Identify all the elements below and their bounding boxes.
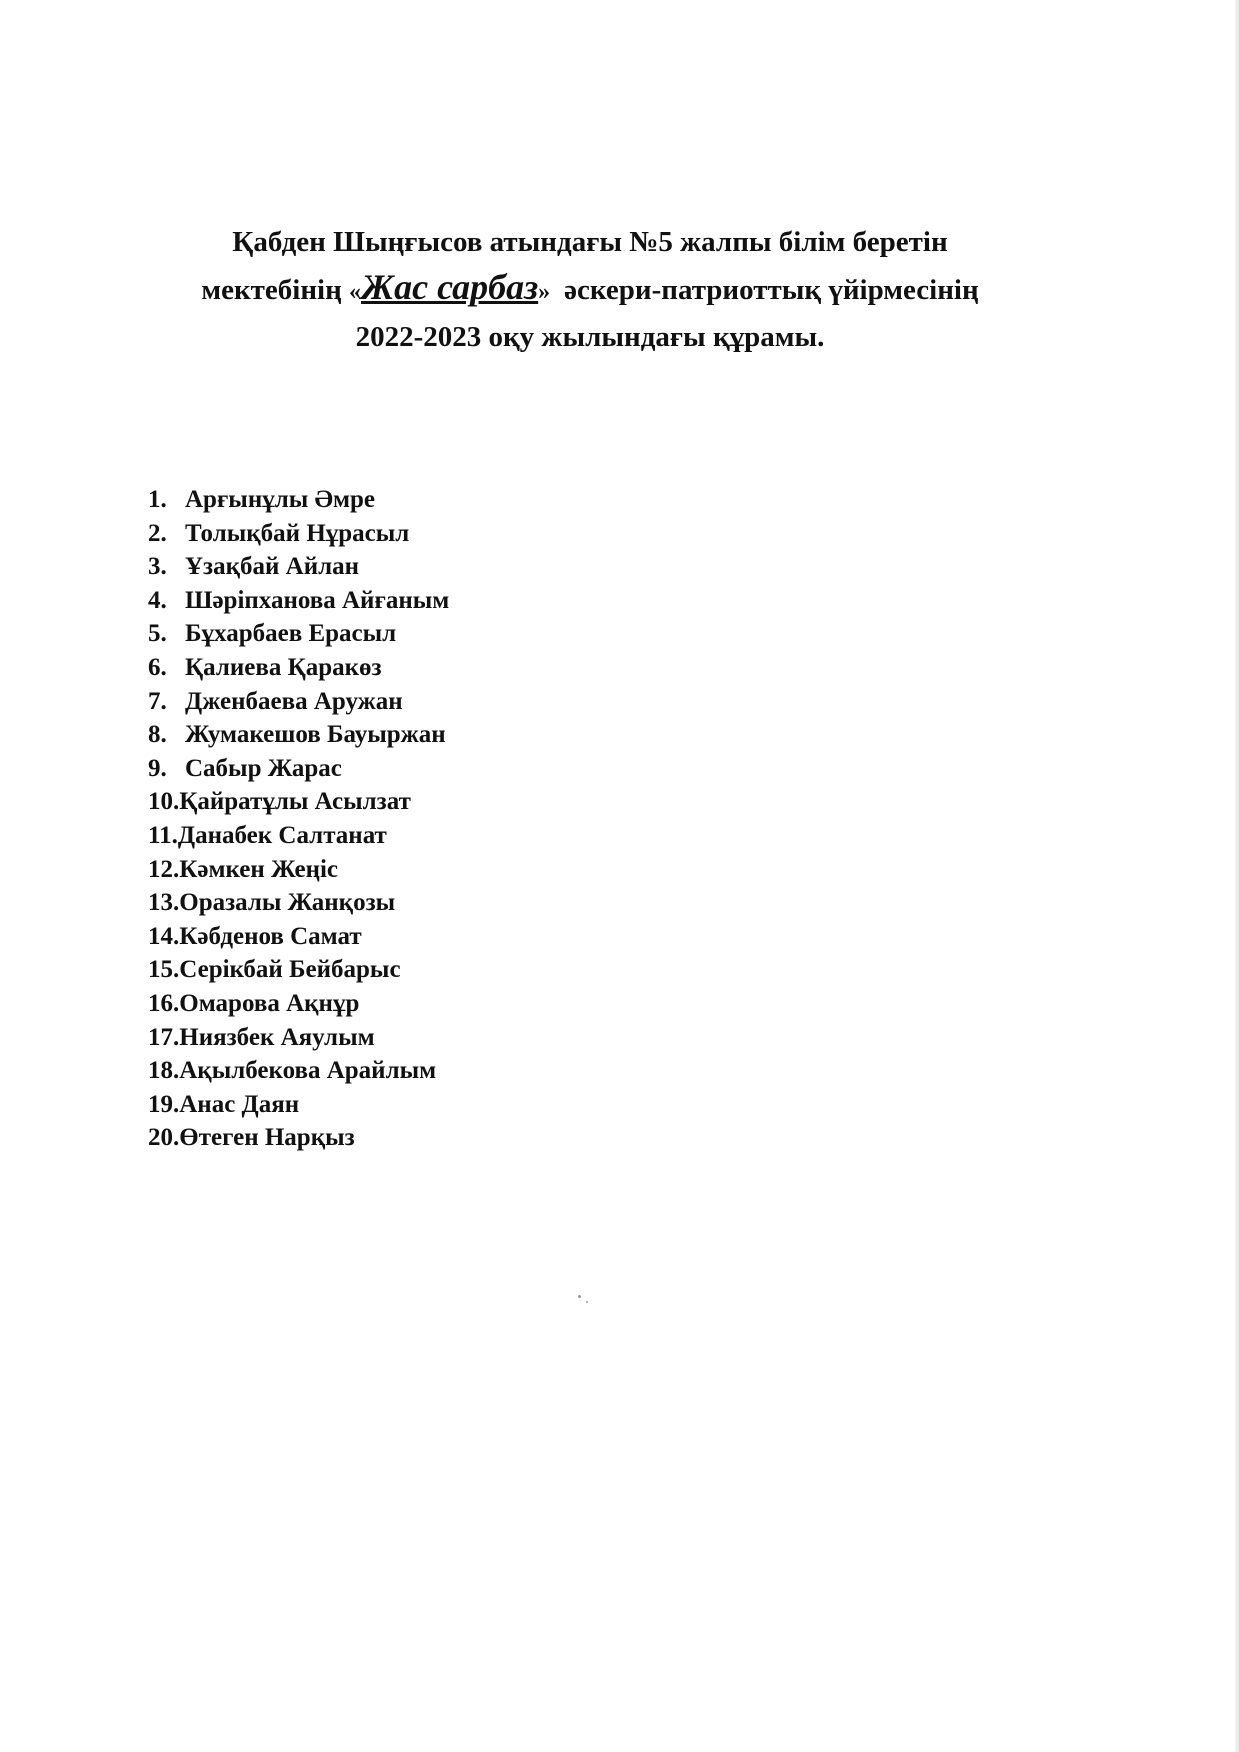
list-item <box>148 651 449 685</box>
member-name: Шәріпханова Айғаным <box>185 586 450 614</box>
list-item <box>148 987 449 1021</box>
title-school-suffix: мектебінің <box>201 274 350 306</box>
list-item <box>148 752 449 786</box>
list-item <box>148 685 449 719</box>
scan-edge-shadow <box>1235 0 1239 1752</box>
list-item <box>148 920 449 954</box>
list-item <box>148 1088 449 1122</box>
member-number: 15. <box>148 956 180 984</box>
member-number: 9. <box>148 754 167 782</box>
member-number: 13. <box>148 889 180 917</box>
scan-speck <box>586 1301 588 1303</box>
list-item <box>148 785 449 819</box>
member-name: Серікбай Бейбарыс <box>179 956 401 984</box>
member-name: Толықбай Нұрасыл <box>185 519 410 547</box>
list-item <box>148 886 449 920</box>
title-line-2 <box>0 265 1180 315</box>
club-name: Жас сарбаз <box>361 267 539 307</box>
member-name: Арғынұлы Әмре <box>185 486 376 513</box>
member-name: Дженбаева Аружан <box>185 687 403 715</box>
title-club-description: әскери-патриоттық үйірмесінің <box>564 274 979 306</box>
member-name: Жумакешов Бауыржан <box>185 721 446 749</box>
list-item <box>148 517 449 551</box>
member-number: 11. <box>148 821 178 849</box>
member-name: Сабыр Жарас <box>185 754 342 782</box>
list-item <box>148 617 449 651</box>
list-item <box>148 1054 449 1088</box>
member-name: Ақылбекова Арайлым <box>179 1057 437 1085</box>
title-line-3: 2022-2023 оқу жылындағы құрамы. <box>355 321 825 353</box>
quote-close: » <box>538 279 551 305</box>
member-name: Қайратұлы Асылзат <box>179 788 411 816</box>
list-item <box>148 1021 449 1055</box>
list-item <box>148 953 449 987</box>
member-number: 10. <box>148 788 180 816</box>
member-name: Бұхарбаев Ерасыл <box>185 620 397 648</box>
list-item <box>148 483 449 517</box>
list-item <box>148 718 449 752</box>
member-number: 19. <box>148 1090 180 1118</box>
member-name: Кәбденов Самат <box>179 922 362 950</box>
member-number: 17. <box>148 1023 180 1051</box>
list-item <box>148 550 449 584</box>
title-line-1: Қабден Шыңғысов атындағы №5 жалпы білім беретін <box>232 226 948 258</box>
member-name: Ұзақбай Айлан <box>185 553 360 581</box>
member-number: 8. <box>148 721 167 749</box>
scan-speck <box>578 1295 581 1298</box>
list-item <box>148 853 449 887</box>
member-number: 3. <box>148 553 167 581</box>
member-number: 18. <box>148 1057 180 1085</box>
member-name: Кәмкен Жеңіс <box>179 855 339 883</box>
member-number: 2. <box>148 519 167 547</box>
member-name: Данабек Салтанат <box>177 821 387 849</box>
member-list <box>148 483 449 1155</box>
member-name: Анас Даян <box>179 1090 300 1118</box>
member-name: Оразалы Жанқозы <box>179 889 396 917</box>
list-item <box>148 819 449 853</box>
member-name: Ниязбек Аяулым <box>179 1023 375 1051</box>
member-name: Омарова Ақнұр <box>179 989 360 1017</box>
member-number: 6. <box>148 653 167 681</box>
member-number: 16. <box>148 989 180 1017</box>
list-item <box>148 1121 449 1155</box>
list-item <box>148 584 449 618</box>
member-number: 14. <box>148 922 180 950</box>
member-number: 4. <box>148 586 167 614</box>
member-name: Өтеген Нарқыз <box>179 1124 355 1152</box>
member-number: 20. <box>148 1124 180 1152</box>
member-number: 7. <box>148 687 167 715</box>
member-number: 12. <box>148 855 180 883</box>
document-title <box>0 220 1180 360</box>
member-number: 1. <box>148 486 167 513</box>
member-number: 5. <box>148 620 167 648</box>
member-name: Қалиева Қаракөз <box>185 653 382 681</box>
quote-open: « <box>349 279 362 305</box>
